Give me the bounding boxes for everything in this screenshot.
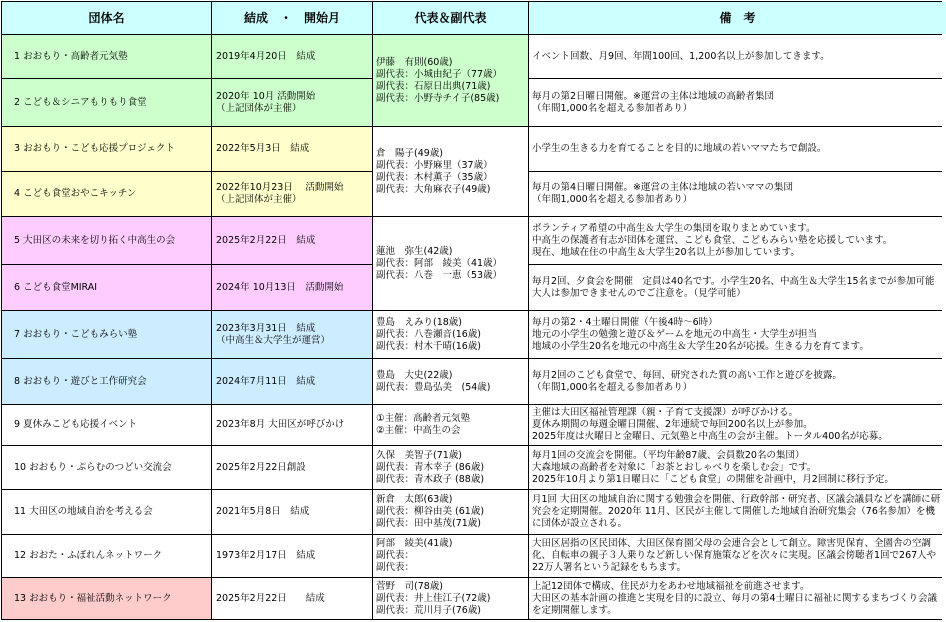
table-row-9-name: 9 夏休みこども応援イベント — [2, 405, 211, 445]
table-row-7-remarks: 毎月の第2・4土曜日開催（午後4時～6時） 地元の小学生の勉強と遊び＆ゲームを地元の中高生・大学生が担当 地域の小学生20名を地元の中高生＆大学生20名が応援。生きる力を育てます。 — [529, 311, 946, 358]
table-row-3-founded: 2022年5月3日 結成 — [212, 127, 372, 171]
table-row-4-remarks: 毎月の第4日曜日開催。※運営の主体は地域の若いママの集団 （年間1,000名を超える参加者あり） — [529, 172, 946, 216]
table-row-9-founded: 2023年8月 大田区が呼びかけ — [212, 405, 372, 445]
table-row-1-name: 1 おおもり・高齢者元気塾 — [2, 35, 211, 78]
table-row-10-representative: 久保 美智子(71歳) 副代表：青木幸子 (86歳) 副代表：青木政子 (88歳) — [373, 446, 528, 489]
table-row-12-founded: 1973年2月17日 結成 — [212, 535, 372, 577]
table-row-6-name: 6 こども食堂MIRAI — [2, 265, 211, 310]
table-row-7-name: 7 おおもり・こどもみらい塾 — [2, 311, 211, 358]
table-row-8-name: 8 おおもり・遊びと工作研究会 — [2, 359, 211, 404]
table-row-11-representative: 新倉 太郎(63歳) 副代表：柳谷由美 (61歳) 副代表：田中基茂(71歳) — [373, 490, 528, 534]
table-row-2-remarks: 毎月の第2日曜日開催。※運営の主体は地域の高齢者集団 （年間1,000名を超える参加者あり） — [529, 79, 946, 126]
header-remarks: 備 考 — [529, 2, 946, 34]
table-row-8-remarks: 毎月2回のこども食堂で、毎回、研究された質の高い工作と遊びを披露。 （年間1,000名を超える参加者あり） — [529, 359, 946, 404]
rep-rows-5-6: 蓮池 弥生(42歳) 副代表：阿部 綾美（41歳） 副代表：八巻 一恵（53歳） — [373, 217, 528, 310]
table-row-13-representative: 菅野 司(78歳) 副代表：井上佳江子(72歳) 副代表：荒川月子(76歳) — [373, 578, 528, 619]
table-row-2-founded: 2020年 10月 活動開始 （上記団体が主催） — [212, 79, 372, 126]
table-row-1-remarks: イベント回数、月9回、年間100回、1,200名以上が参加してきます。 — [529, 35, 946, 78]
header-representative: 代表＆副代表 — [373, 2, 528, 34]
table-row-7-representative: 豊島 えみり(18歳) 副代表：八巻瀬音(16歳) 副代表：村木千晴(16歳) — [373, 311, 528, 358]
table-row-5-founded: 2025年2月22日 結成 — [212, 217, 372, 264]
table-row-8-representative: 豊島 大史(22歳) 副代表：豊島弘美 (54歳) — [373, 359, 528, 404]
table-row-9-representative: ①主催：高齢者元気塾 ②主催：中高生の会 — [373, 405, 528, 445]
table-row-13-name: 13 おおもり・福祉活動ネットワーク — [2, 578, 211, 619]
table-row-7-founded: 2023年3月31日 結成 （中高生＆大学生が運営） — [212, 311, 372, 358]
table-row-11-founded: 2021年5月8日 結成 — [212, 490, 372, 534]
table-row-12-remarks: 大田区居指の区民団体、大田区保育園父母の会連合会として創立。障害児保育、全園舎の空調化、自転車の親子３人乗りなど新しい保育施策などを次々に実現。区議会傍聴者1回で267人や22万人署名という記録をもちます。 — [529, 535, 946, 577]
header-founded: 結成 ・ 開始月 — [212, 2, 372, 34]
table-row-9-remarks: 主催は大田区福祉管理課（親・子育て支援課）が呼びかける。 夏休み期間の毎週金曜日開催、2年連続で毎回200名以上が参加。 2025年度は火曜日と金曜日、元気塾と中高生の会が主催。トータル400名が応募。 — [529, 405, 946, 445]
table-row-8-founded: 2024年7月11日 結成 — [212, 359, 372, 404]
table-row-10-name: 10 おおもり・ぷらむのつどい交流会 — [2, 446, 211, 489]
rep-rows-1-2: 伊藤 有則(60歳) 副代表：小城由紀子（77歳） 副代表：石原日出典(71歳) 副代表：小野寺チイ子(85歳) — [373, 35, 528, 126]
table-row-4-name: 4 こども食堂おやこキッチン — [2, 172, 211, 216]
table-row-11-name: 11 大田区の地域自治を考える会 — [2, 490, 211, 534]
table-row-11-remarks: 月1回 大田区の地域自治に関する勉強会を開催、行政幹部・研究者、区議会議員などを講師に研究会を定期開催。2020年 11月、区民が主催して開催した地域自治研究集会（76名参加）を機に団体が設立される。 — [529, 490, 946, 534]
table-row-13-remarks: 上記12団体で構成、住民が力をあわせ地域福祉を前進させます。 大田区の基本計画の推進と実現を目的に設立、毎月の第4土曜日に福祉に関するまちづくり会議を定期開催します。 — [529, 578, 946, 619]
table-row-10-founded: 2025年2月22日創設 — [212, 446, 372, 489]
table-row-10-remarks: 毎月1回の交流会を開催。（平均年齢87歳、会員数20名の集団） 大森地域の高齢者を対象に「お茶とおしゃべりを楽しむ会」です。 2025年10月より第1日曜日に「こども食堂」の開催を計画中，月2回制に移行予定。 — [529, 446, 946, 489]
table-row-5-name: 5 大田区の未来を切り拓く中高生の会 — [2, 217, 211, 264]
rep-rows-3-4: 倉 陽子(49歳) 副代表：小野麻里（37歳） 副代表：木村薫子（35歳） 副代表：大角麻衣子(49歳) — [373, 127, 528, 216]
table-row-12-name: 12 おおた・ふぼれんネットワーク — [2, 535, 211, 577]
table-row-12-representative: 阿部 綾美(41歳) 副代表： 副代表： — [373, 535, 528, 577]
table-row-5-remarks: ボランティア希望の中高生＆大学生の集団を取りまとめています。 中高生の保護者有志が団体を運営、こども食堂、こどもみらい塾を応援しています。 現在、地域在住の中高生＆大学生20名以上が参加しています。 — [529, 217, 946, 264]
table-row-6-remarks: 毎月2回、夕食会を開催 定員は40名です。小学生20名、中高生＆大学生15名までが参加可能 大人は参加できませんのでご注意を。（見学可能） — [529, 265, 946, 310]
header-name: 団体名 — [2, 2, 211, 34]
table-row-4-founded: 2022年10月23日 活動開始 （上記団体が主催） — [212, 172, 372, 216]
table-row-2-name: 2 こども＆シニアもりもり食堂 — [2, 79, 211, 126]
organization-table — [1, 1, 945, 620]
table-row-3-name: 3 おおもり・こども応援プロジェクト — [2, 127, 211, 171]
table-row-3-remarks: 小学生の生きる力を育てることを目的に地域の若いママたちで創設。 — [529, 127, 946, 171]
table-row-6-founded: 2024年 10月13日 活動開始 — [212, 265, 372, 310]
table-row-1-founded: 2019年4月20日 結成 — [212, 35, 372, 78]
table-row-13-founded: 2025年2月22日 結成 — [212, 578, 372, 619]
